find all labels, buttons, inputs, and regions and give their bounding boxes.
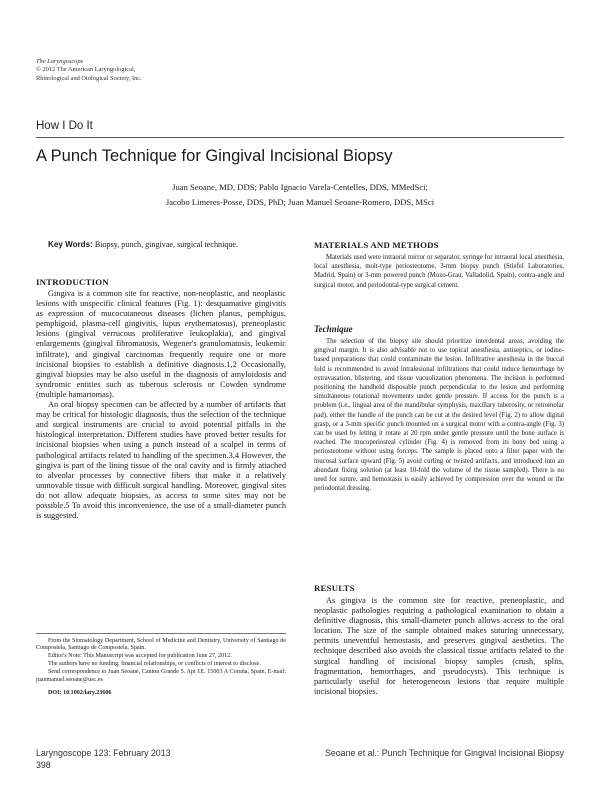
journal-info (36, 58, 142, 83)
keywords (36, 240, 286, 250)
materials-text: Materials used were intraoral mirror or separator, syringe for intraoral local anesthesia, local anesthesia, molt-type periosteotome, 3-mm biopsy punch (Stiefel Laboratories, Madrid, Spain) or 3-mm powered punch (Mozo-Grau, Valladolid, Spain), contra-angle and surgical motor, and periodontal-type surgical cement. (314, 254, 564, 289)
journal-society: Rhinological and Otological Society, Inc. (36, 74, 142, 82)
materials-heading: MATERIALS AND METHODS (314, 240, 439, 250)
technique-body (314, 337, 564, 493)
technique-heading: Technique (314, 324, 353, 334)
footnote-editor-note: Editor's Note: This Manuscript was accepted for publication June 27, 2012. (48, 653, 232, 660)
footnote-disclosure: The authors have no funding, financial relationships, or conflicts of interest to disclose. (48, 661, 261, 668)
authors-line-2: Jacobo Limeres-Posse, DDS, PhD; Juan Manuel Seoane-Romero, DDS, MSci (165, 197, 435, 207)
introduction-body (36, 289, 286, 521)
keywords-label: Key Words: (48, 240, 93, 249)
results-text: As gingiva is the common site for reactive, preneoplastic, and neoplastic pathologies requiring a pathological examination to obtain a definitive diagnosis, this small-diameter punch allows access to the oral location. The size of the sample obtained makes suturing unnecessary, permits uneventful hemostasis, and preserves gingival aesthetics. The technique described also avoids the classical tissue artifacts related to the surgical handling of incisional biopsy samples (crush, splits, fragmentation, hemorrhages, and pseudocysts). This technique is particularly useful for heterogeneous lesions that require multiple incisional biopsies. (314, 596, 564, 696)
introduction-paragraph-1: Gingiva is a common site for reactive, non-neoplastic, and neoplastic lesions with unspecific clinical features (Fig. 1): desquamative gingivitis as expression of mucocutaneous diseases (lichen planus, pemphigus, pemphigoid, plasma-cell gingivitis, lupus erythematosus), preneoplastic lesions (gingival verrucous proliferative leukoplakia), and gingival enlargements (gingival fibromatosis, Wegener's granulomatosis, leukemic infiltrate), and gingival carcinomas frequently require one or more incisional biopsies to establish a definitive diagnosis.1,2 Occasionally, gingival biopsies may be also useful in the diagnosis of amyloidosis and syndromic entities such as tuberous sclerosis or Cowden syndrome (multiple hamartomas). (36, 289, 286, 399)
technique-text: The selection of the biopsy site should prioritize interdental areas, avoiding the gingival margin. It is also advisable not to use topical anesthesia, antiseptics, or iodine-based preparations that could contaminate the lesion. Infiltrative anesthesia in the buccal fold is recommended to avoid intralesional infiltrations that could induce hemorrhage by extravasation, blistering, and tissue vacuolization phenomena. The incision is performed positioning the handheld disposable punch perpendicular to the lesion and performing simultaneous rotational movements under gentle pressure. If access for the punch is a problem (i.e., lingual area of the mandibular symphysis, maxillary tuberosity, or retromolar pad), either the handle of the punch can be cut at the desired level (Fig. 2) to allow digital grasp, or a 3-mm specific punch mounted on a surgical motor with a contra-angle (Fig. 3) can be used by letting it rotate at 20 rpm under gentle pressure until the bone surface is reached. The mucoperiosteal cylinder (Fig. 4) is removed from its bony bed using a periosteotome without using forceps. The sample is placed onto a filter paper with the mucosal surface upward (Fig. 5) avoid curling or twisted artifacts, and introduced into an abundant fixing solution (at least 10-fold the volume of the tissue sampled). There is no need for suture, and hemostasis is easily achieved by compression over the wound or the periodontal dressing. (314, 338, 564, 493)
journal-copyright: © 2012 The American Laryngological, (36, 66, 136, 74)
authors-line-1: Juan Seoane, MD, DDS; Pablo Ignacio Varela-Centelles, DDS, MMedSci; (172, 182, 428, 192)
footnotes (36, 638, 286, 698)
footer-journal: Laryngoscope 123: February 2013 (36, 748, 171, 758)
footnote-correspondence: Send correspondence to Juan Seoane, Canton Grande 5. Apt 1E. 15003 A Coruña, Spain. E-mail: juanmanuel.seoane@usc.es (36, 669, 286, 683)
footnote-affiliation: From the Stomatology Department, School of Medicine and Dentistry, University of Santiago de Compostela, Santiago de Compostela, Spain. (36, 638, 286, 652)
footnote-doi: DOI: 10.1002/lary.23606 (48, 689, 112, 696)
materials-body (314, 253, 564, 290)
author-list (36, 180, 564, 210)
section-label: How I Do It (36, 120, 93, 132)
keywords-text: Biopsy, punch, gingivae, surgical technique. (92, 240, 239, 249)
introduction-paragraph-2: An oral biopsy specimen can be affected by a number of artifacts that may be critical for histologic diagnosis, thus the selection of the technique and surgical instruments are crucial to avoid potential pitfalls in the histological interpretation. Different studies have proved better results for incisional biopsies when using a punch instead of a scalpel in terms of pathological artifacts related to handling of the specimen.3,4 However, the gingiva is part of the lining tissue of the oral cavity and is firmly attached to alveolar processes by connective fibers that make it a relatively unmovable tissue with difficult surgical handling. Moreover, gingival sites do not allow adequate biopsies, as access to some sites may not be possible.5 To avoid this inconvenience, the use of a small-diameter punch is suggested. (36, 400, 286, 521)
results-body (314, 596, 564, 697)
footnote-rule (36, 633, 286, 634)
introduction-heading: INTRODUCTION (36, 277, 109, 287)
page-number: 398 (36, 760, 51, 770)
results-heading: RESULTS (314, 583, 355, 593)
footer-running-title: Seoane et al.: Punch Technique for Gingival Incisional Biopsy (325, 748, 564, 758)
header-rule (36, 137, 564, 138)
journal-name: The Laryngoscope (36, 58, 84, 65)
article-title: A Punch Technique for Gingival Incisional Biopsy (36, 147, 393, 165)
